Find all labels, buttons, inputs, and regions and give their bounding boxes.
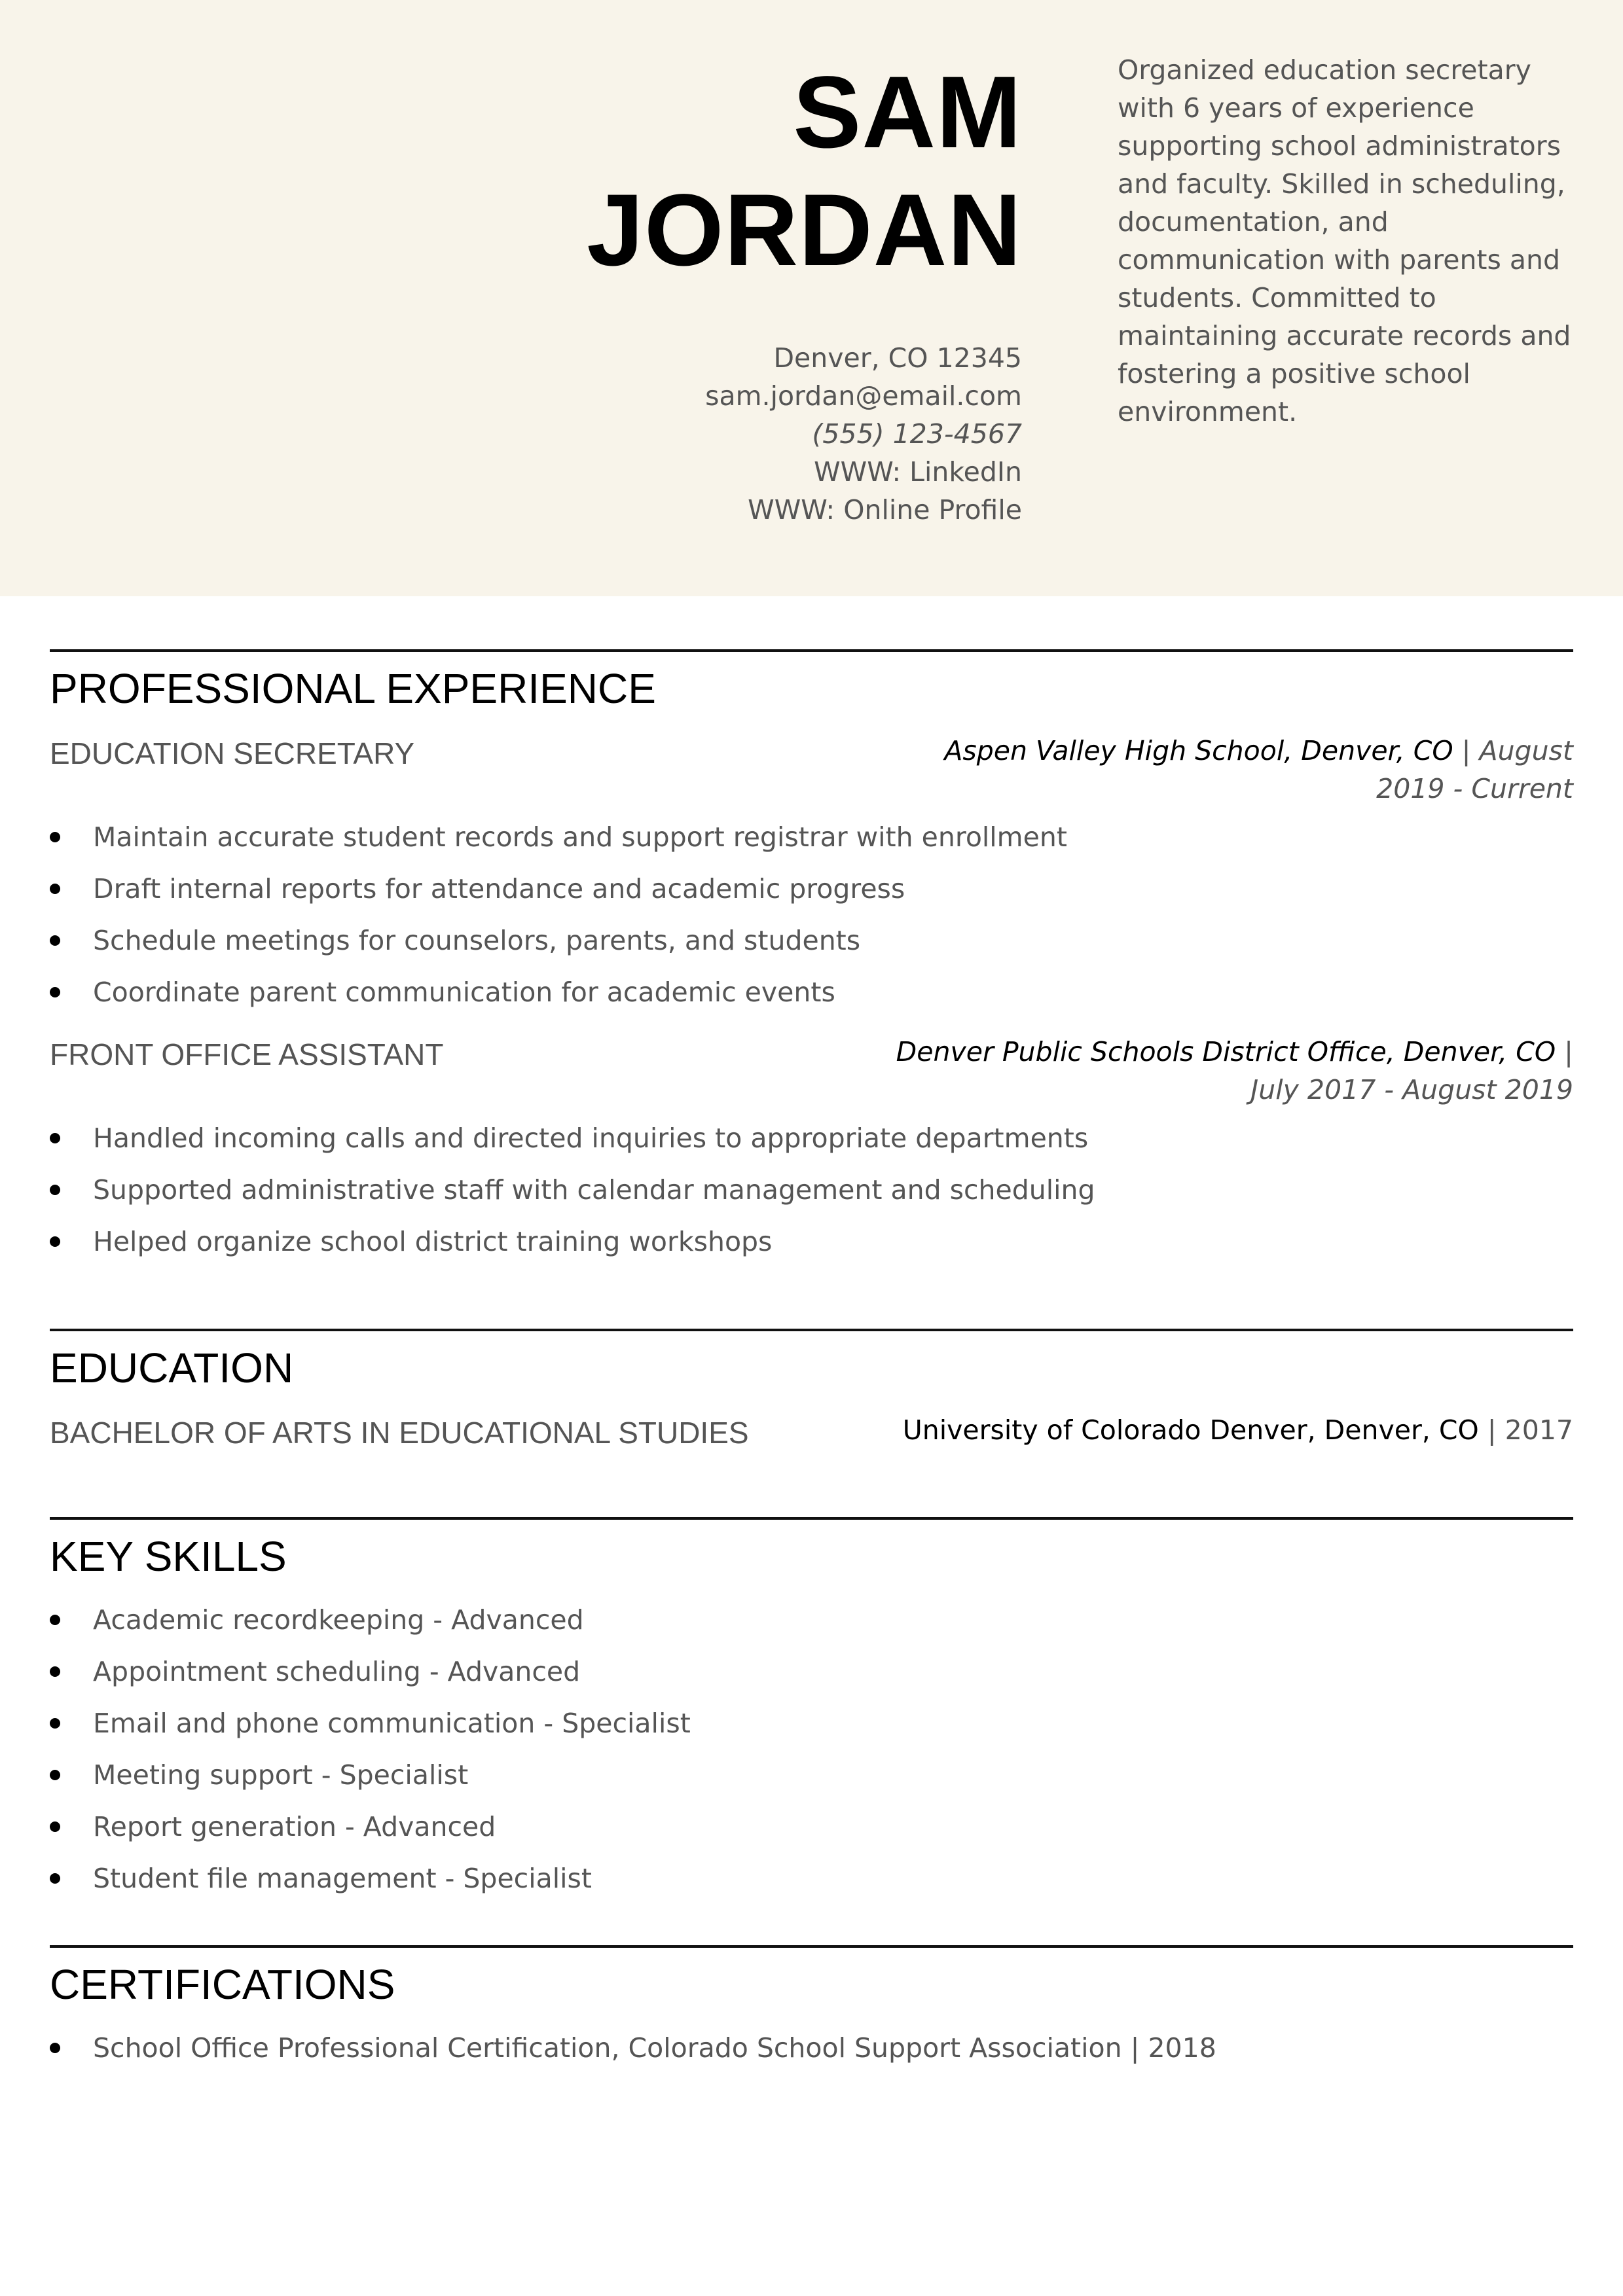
contact-email[interactable]: sam.jordan@email.com (705, 380, 1022, 412)
bullet-icon (50, 1185, 60, 1195)
contact-location: Denver, CO 12345 (773, 342, 1022, 374)
section-divider (50, 649, 1573, 652)
professional-summary: Organized education secretary with 6 years of experience supporting school administrators and faculty. Skilled in scheduling, documentation, and communication with parents and students. Committed to maintaining accurate records and fostering a positive school environment. (1118, 54, 1571, 427)
section-divider (50, 1329, 1573, 1331)
job-title: FRONT OFFICE ASSISTANT (50, 1037, 444, 1071)
bullet-icon (50, 2043, 60, 2053)
contact-phone: (555) 123-4567 (812, 418, 1022, 450)
list-item: Coordinate parent communication for academic events (50, 967, 1573, 1018)
job-dates-end: 2019 - Current (1376, 773, 1573, 804)
section-title-experience: PROFESSIONAL EXPERIENCE (50, 665, 656, 712)
certifications-list (50, 2022, 1573, 2074)
school-name: University of Colorado Denver, Denver, CO (902, 1414, 1479, 1446)
list-item: Maintain accurate student records and support registrar with enrollment (50, 812, 1573, 863)
list-item: Helped organize school district training workshops (50, 1216, 1573, 1268)
section-divider (50, 1945, 1573, 1948)
section-title-skills: KEY SKILLS (50, 1533, 287, 1580)
resume-header (0, 0, 1623, 596)
bullet-icon (50, 1873, 60, 1884)
first-name: SAM (793, 56, 1022, 170)
job-separator: | (1453, 735, 1480, 766)
list-item: School Office Professional Certification, Colorado School Support Association | 2018 (50, 2022, 1573, 2074)
list-item: Report generation - Advanced (50, 1801, 1573, 1853)
bullet-icon (50, 1718, 60, 1729)
bullet-icon (50, 987, 60, 997)
bullet-icon (50, 1666, 60, 1677)
list-item: Supported administrative staff with calendar management and scheduling (50, 1164, 1573, 1216)
section-divider (50, 1517, 1573, 1520)
list-item: Academic recordkeeping - Advanced (50, 1594, 1573, 1646)
job-organization: Aspen Valley High School, Denver, CO (944, 735, 1453, 766)
job-organization: Denver Public Schools District Office, Denver, CO (896, 1036, 1556, 1067)
bullet-icon (50, 884, 60, 894)
bullet-icon (50, 832, 60, 842)
list-item: Draft internal reports for attendance and academic progress (50, 863, 1573, 915)
section-title-certifications: CERTIFICATIONS (50, 1961, 395, 2008)
section-title-education: EDUCATION (50, 1344, 294, 1391)
list-item: Appointment scheduling - Advanced (50, 1646, 1573, 1698)
list-item: Meeting support - Specialist (50, 1749, 1573, 1801)
last-name: JORDAN (587, 173, 1022, 287)
candidate-name (587, 54, 1022, 289)
job-dates-start: August (1479, 735, 1573, 766)
job-entry-front-office-assistant (50, 1033, 1573, 1114)
job-separator: | (1556, 1036, 1573, 1067)
job-meta (944, 732, 1573, 808)
job-title: EDUCATION SECRETARY (50, 736, 415, 770)
experience-section (50, 649, 1573, 1268)
job-entry-education-secretary (50, 732, 1573, 813)
bullet-icon (50, 1236, 60, 1247)
bullet-icon (50, 935, 60, 946)
education-section (50, 1329, 1573, 1457)
bullet-icon (50, 1615, 60, 1625)
certifications-section (50, 1945, 1573, 2074)
job-bullets (50, 812, 1573, 1018)
education-entry (50, 1411, 1573, 1457)
graduation-year: 2017 (1504, 1414, 1573, 1446)
contact-linkedin-link[interactable]: WWW: LinkedIn (814, 456, 1022, 488)
job-bullets (50, 1113, 1573, 1268)
skills-list (50, 1594, 1573, 1905)
education-meta (903, 1411, 1573, 1449)
skills-section (50, 1517, 1573, 1905)
contact-info (705, 339, 1022, 529)
education-separator: | (1478, 1414, 1505, 1446)
contact-profile-link[interactable]: WWW: Online Profile (748, 494, 1022, 526)
degree-title: BACHELOR OF ARTS IN EDUCATIONAL STUDIES (50, 1416, 749, 1450)
list-item: Email and phone communication - Specialist (50, 1698, 1573, 1749)
bullet-icon (50, 1821, 60, 1832)
list-item: Handled incoming calls and directed inquiries to appropriate departments (50, 1113, 1573, 1164)
list-item: Student file management - Specialist (50, 1853, 1573, 1905)
job-meta (896, 1033, 1573, 1109)
bullet-icon (50, 1770, 60, 1780)
list-item: Schedule meetings for counselors, parents, and students (50, 915, 1573, 967)
bullet-icon (50, 1133, 60, 1143)
job-dates: July 2017 - August 2019 (1250, 1074, 1573, 1105)
